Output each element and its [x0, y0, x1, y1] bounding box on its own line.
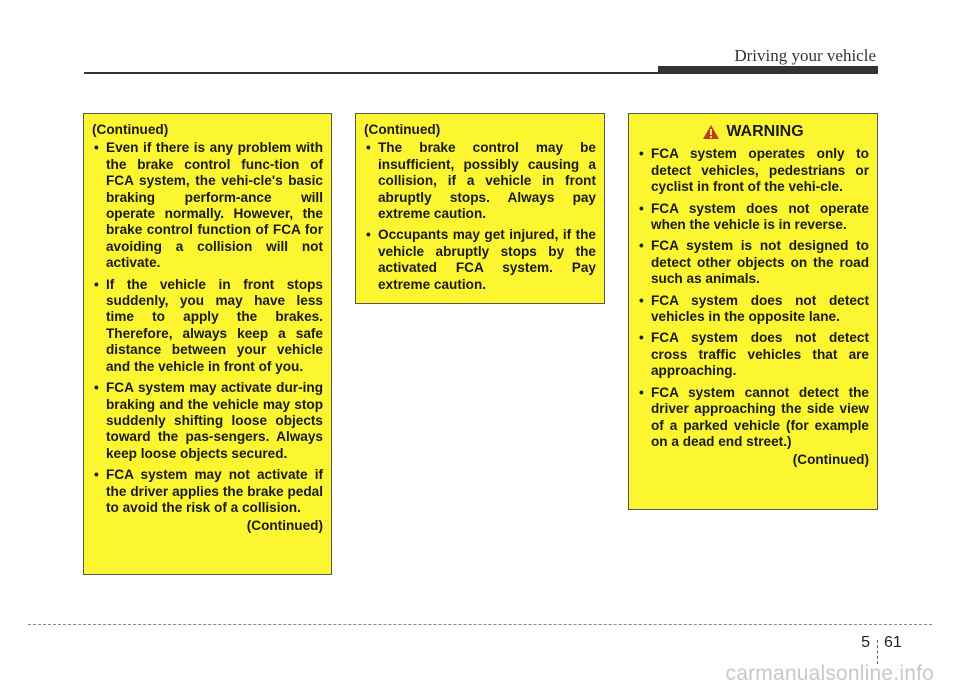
footer-dashed-rule [28, 624, 932, 625]
list-item: • The brake control may be insufficient, possibly causing a collision, if a vehicle in front abruptly stops. Always pay extreme caution. [364, 140, 596, 222]
continued-label-top: (Continued) [92, 122, 169, 137]
continued-label-bottom: (Continued) [246, 518, 323, 534]
bullet-list [637, 146, 869, 450]
warning-box [628, 113, 878, 510]
page-number: 61 [884, 634, 902, 651]
list-item: • FCA system may activate dur-ing braking and the vehicle may stop suddenly shifting loose objects toward the pas-sengers. Always keep loose objects secured. [92, 380, 323, 462]
list-item: • FCA system operates only to detect vehicles, pedestrians or cyclist in front of the vehi-cle. [637, 146, 869, 195]
chapter-number: 5 [861, 634, 870, 651]
list-item: • FCA system does not operate when the vehicle is in reverse. [637, 201, 869, 234]
header-rule-thick [658, 66, 878, 74]
warning-header [637, 124, 869, 140]
warning-triangle-icon [702, 124, 720, 140]
header-rule-thin [84, 72, 658, 74]
continued-label-bottom: (Continued) [792, 452, 869, 468]
caution-continued-box-2 [355, 113, 605, 304]
list-item: • FCA system cannot detect the driver approaching the side view of a parked vehicle (for example on a dead end street.) [637, 385, 869, 451]
watermark-text: carmanualsonline.info [725, 662, 934, 685]
list-item: • Even if there is any problem with the brake control func-tion of FCA system, the vehi-cle's basic braking perform-ance will operate normally. However, the brake control function of FCA for avoiding a collision will not activate. [92, 140, 323, 271]
page-number-divider [877, 640, 878, 664]
list-item: • FCA system may not activate if the driver applies the brake pedal to avoid the risk of a collision. [92, 467, 323, 516]
section-title: Driving your vehicle [734, 46, 876, 65]
bullet-list [92, 140, 323, 516]
list-item: • If the vehicle in front stops suddenly, you may have less time to apply the brakes. Therefore, always keep a safe distance between your vehicle and the vehicle in front of you. [92, 277, 323, 375]
list-item: • FCA system does not detect vehicles in the opposite lane. [637, 293, 869, 326]
caution-continued-box-1 [83, 113, 332, 575]
bullet-list [364, 140, 596, 293]
warning-title: WARNING [726, 123, 804, 140]
list-item: • Occupants may get injured, if the vehicle abruptly stops by the activated FCA system. Pay extreme caution. [364, 227, 596, 293]
list-item: • FCA system is not designed to detect other objects on the road such as animals. [637, 238, 869, 287]
list-item: • FCA system does not detect cross traffic vehicles that are approaching. [637, 330, 869, 379]
continued-label-top: (Continued) [364, 122, 441, 137]
